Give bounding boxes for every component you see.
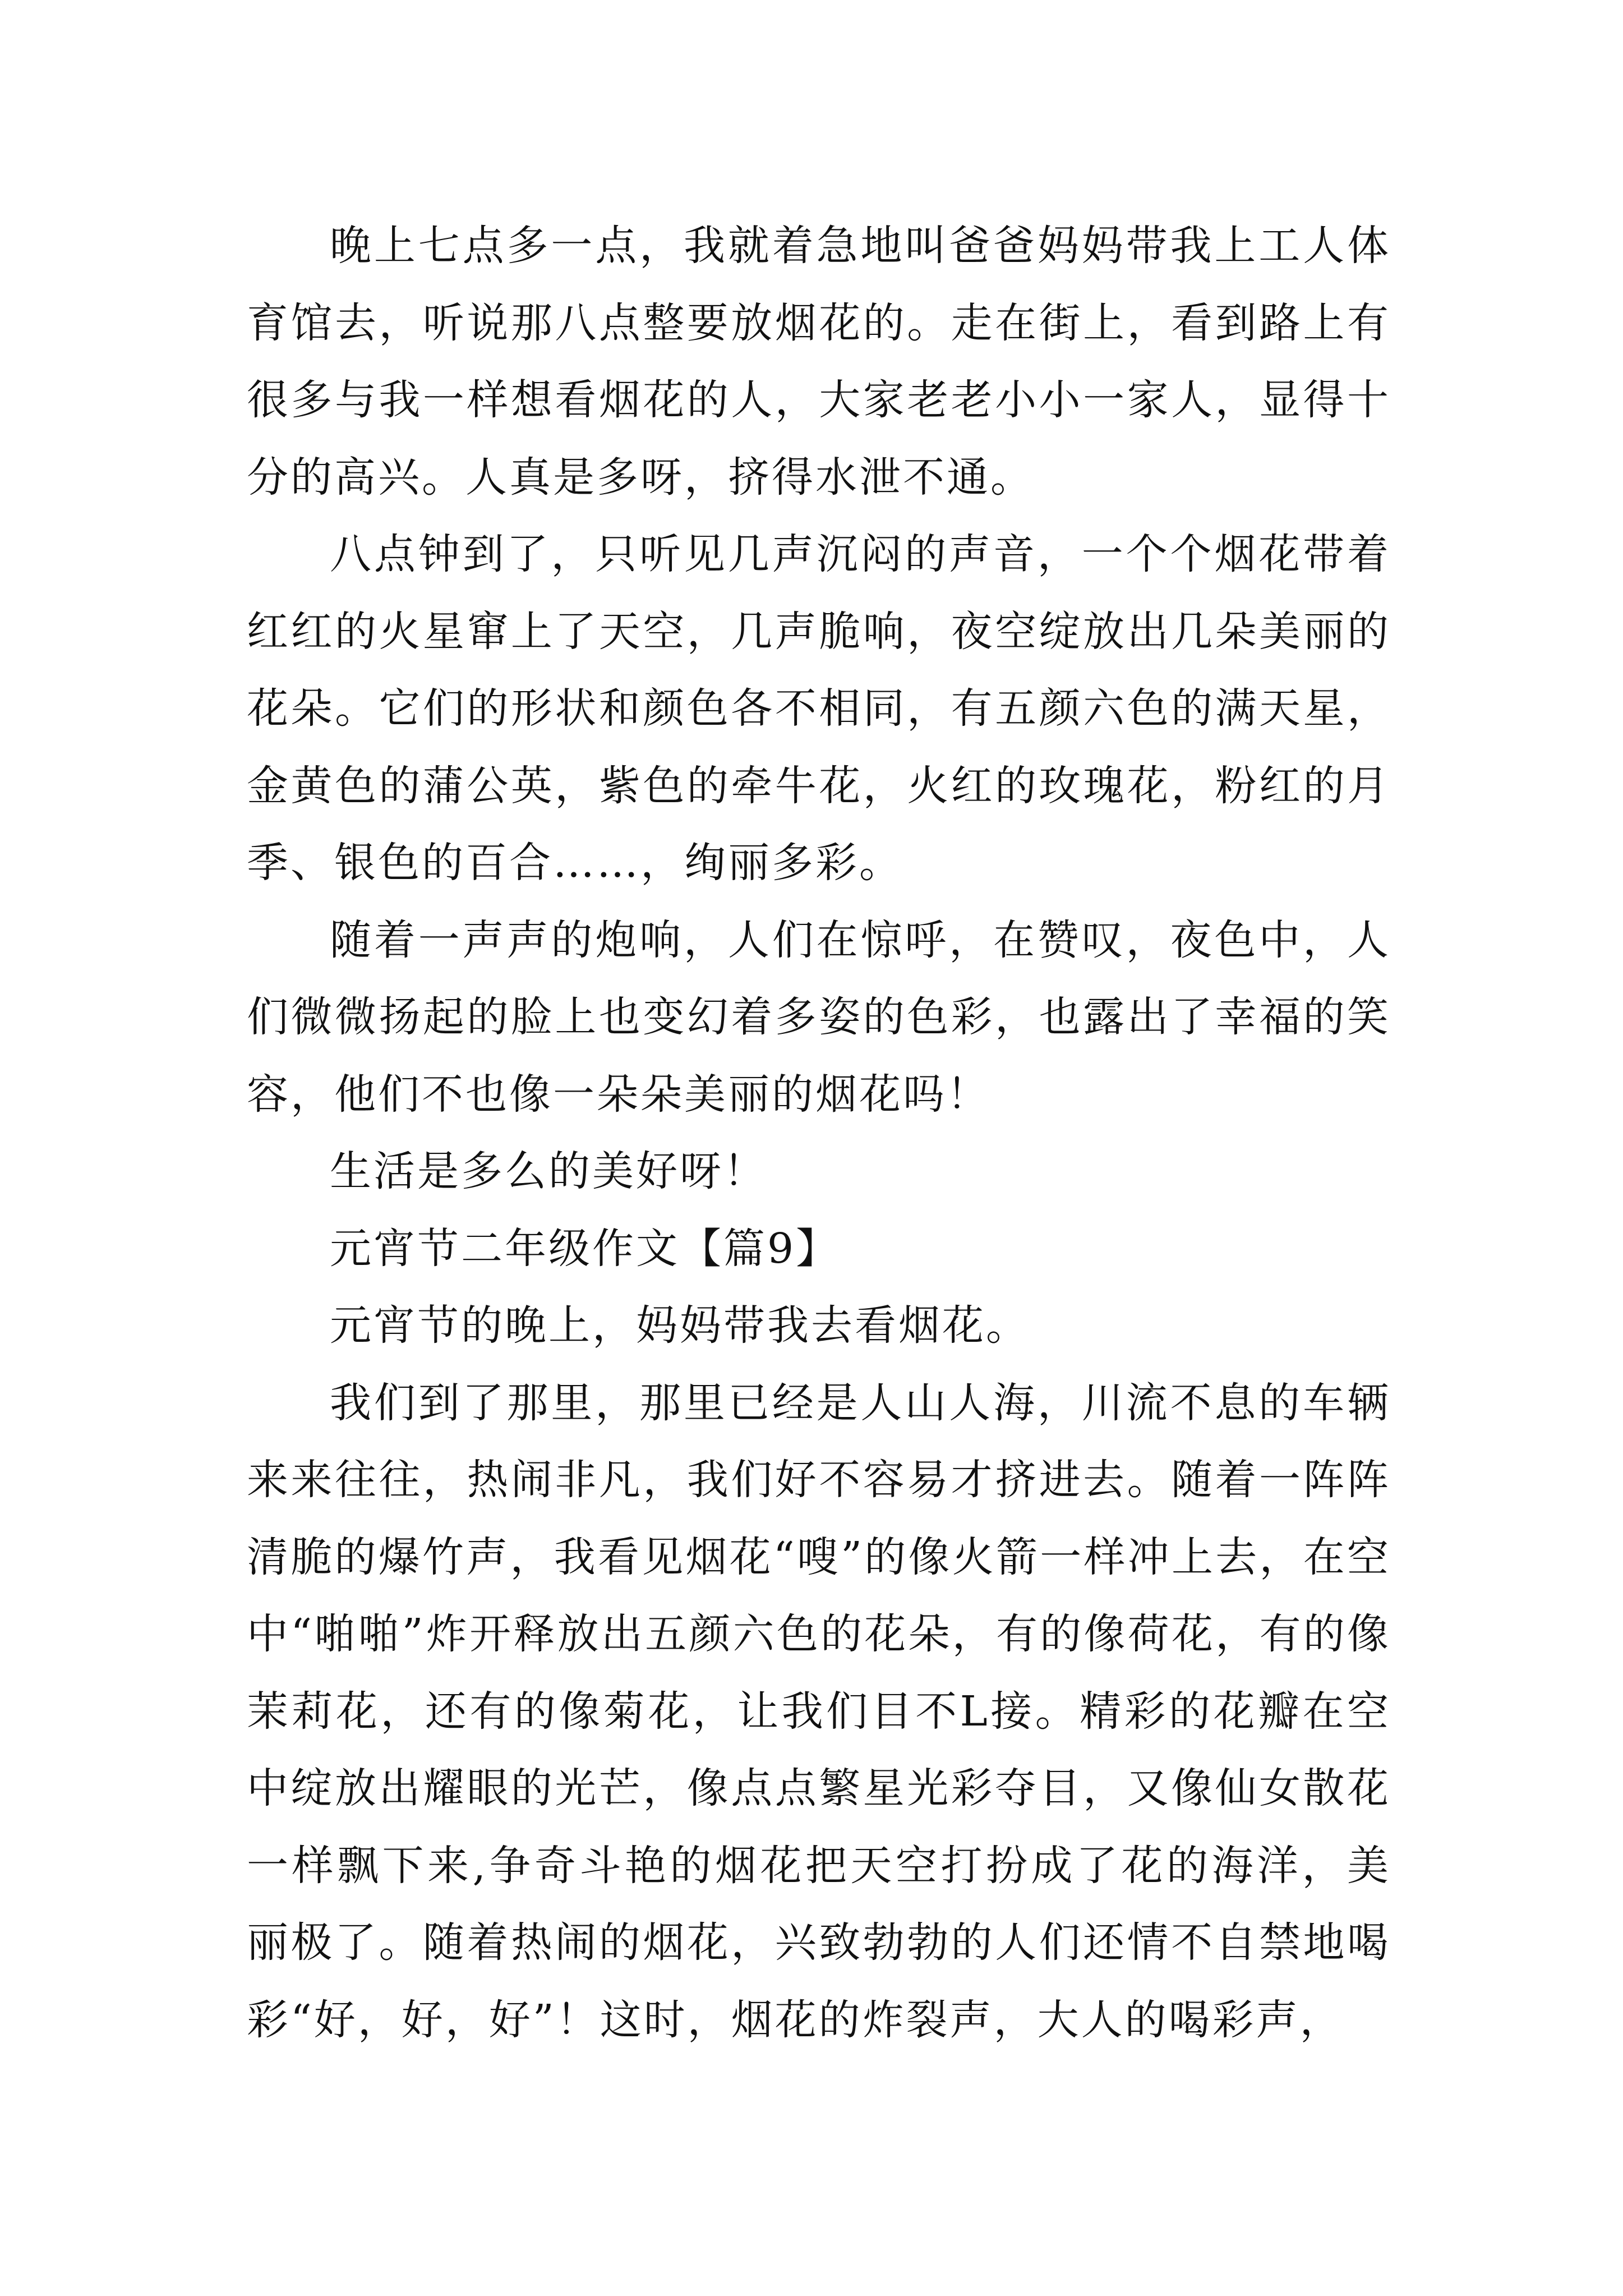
paragraph-1: 晚上七点多一点，我就着急地叫爸爸妈妈带我上工人体育馆去，听说那八点整要放烟花的。走在街上，看到路上有很多与我一样想看烟花的人，大家老老小小一家人，显得十分的高兴。人真是多呀，挤得水泄不通。 xyxy=(247,222,1391,501)
paragraph-6: 我们到了那里，那里已经是人山人海，川流不息的车辆来来往往，热闹非凡，我们好不容易才挤进去。随着一阵阵清脆的爆竹声，我看见烟花“嗖”的像火箭一样冲上去，在空中“啪啪”炸开释放出五颜六色的花朵，有的像荷花，有的像茉莉花，还有的像菊花，让我们目不L接。精彩的花瓣在空中绽放出耀眼的光芒，像点点繁星光彩夺目，又像仙女散花一样飘下来,争奇斗艳的烟花把天空打扮成了花的海洋，美丽极了。随着热闹的烟花，兴致勃勃的人们还情不自禁地喝彩“好，好，好”！这时，烟花的炸裂声，大人的喝彩声， xyxy=(247,1378,1391,2044)
paragraph-5: 元宵节的晚上，妈妈带我去看烟花。 xyxy=(330,1301,1030,1350)
paragraph-2: 八点钟到了，只听见几声沉闷的声音，一个个烟花带着红红的火星窜上了天空，几声脆响，夜空绽放出几朵美丽的花朵。它们的形状和颜色各不相同，有五颜六色的满天星，金黄色的蒲公英，紫色的牵牛花，火红的玫瑰花，粉红的月季、银色的百合……，绚丽多彩。 xyxy=(247,530,1391,887)
section-heading: 元宵节二年级作文【篇9】 xyxy=(330,1224,840,1273)
document-body xyxy=(247,208,1391,2059)
paragraph-3: 随着一声声的炮响，人们在惊呼，在赞叹，夜色中，人们微微扬起的脸上也变幻着多姿的色彩，也露出了幸福的笑容，他们不也像一朵朵美丽的烟花吗！ xyxy=(247,915,1391,1119)
paragraph-4: 生活是多么的美好呀！ xyxy=(330,1147,767,1195)
